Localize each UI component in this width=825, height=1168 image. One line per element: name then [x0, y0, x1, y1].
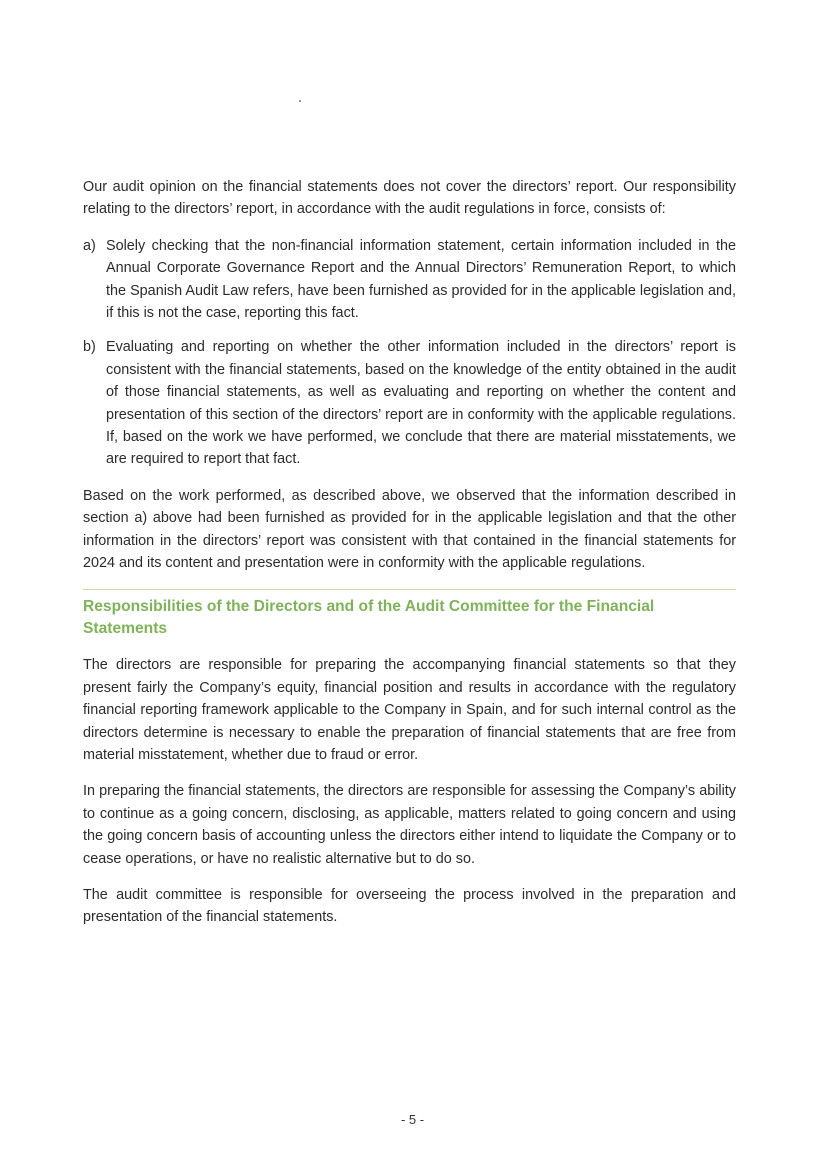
section-heading: Responsibilities of the Directors and of the Audit Committee for the Financial Statements	[83, 597, 655, 637]
section-paragraph: In preparing the financial statements, the directors are responsible for assessing the Company’s ability to continue as a going concern, disclosing, as applicable, matters related to going concern and using the going concern basis of accounting unless the directors either intend to liquidate the Company or to cease operations, or have no realistic alternative but to do so.	[83, 783, 736, 867]
list-marker: a)	[83, 237, 96, 254]
page-content	[83, 176, 736, 943]
intro-paragraph: Our audit opinion on the financial statements does not cover the directors’ report. Our responsibility relating to the directors’ report, in accordance with the audit regulations in force, consists of:	[83, 179, 736, 218]
scan-speck	[299, 100, 301, 102]
section-paragraph: The audit committee is responsible for overseeing the process involved in the preparation and presentation of the financial statements.	[83, 886, 736, 926]
list-item-text: Solely checking that the non-financial information statement, certain information included in the Annual Corporate Governance Report and the Annual Directors’ Remuneration Report, to which the Spanish Audit Law refers, have been furnished as provided for in the applicable legislation and, if this is not the case, reporting this fact.	[106, 237, 736, 322]
section-divider	[83, 589, 736, 590]
list-item-text: Evaluating and reporting on whether the other information included in the directors’ report is consistent with the financial statements, based on the knowledge of the entity obtained in the audit of those financial statements, as well as evaluating and reporting on whether the content and presentation of this section of the directors’ report are in conformity with the applicable regulations. If, based on the work we have performed, we conclude that there are material misstatements, we are required to report that fact.	[106, 339, 736, 468]
responsibility-list	[83, 235, 736, 471]
conclusion-paragraph: Based on the work performed, as described above, we observed that the information described in section a) above had been furnished as provided for in the applicable legislation and that the other information in the directors’ report was consistent with that contained in the financial statements for 2024 and its content and presentation were in conformity with the applicable regulations.	[83, 487, 736, 572]
list-item	[83, 336, 736, 470]
list-marker: b)	[83, 339, 96, 356]
list-item	[83, 235, 736, 325]
section-paragraph: The directors are responsible for preparing the accompanying financial statements so that they present fairly the Company’s equity, financial position and results in accordance with the regulatory financial reporting framework applicable to the Company in Spain, and for such internal control as the directors determine is necessary to enable the preparation of financial statements that are free from material misstatement, whether due to fraud or error.	[83, 657, 736, 763]
page-number: - 5 -	[400, 1112, 425, 1127]
